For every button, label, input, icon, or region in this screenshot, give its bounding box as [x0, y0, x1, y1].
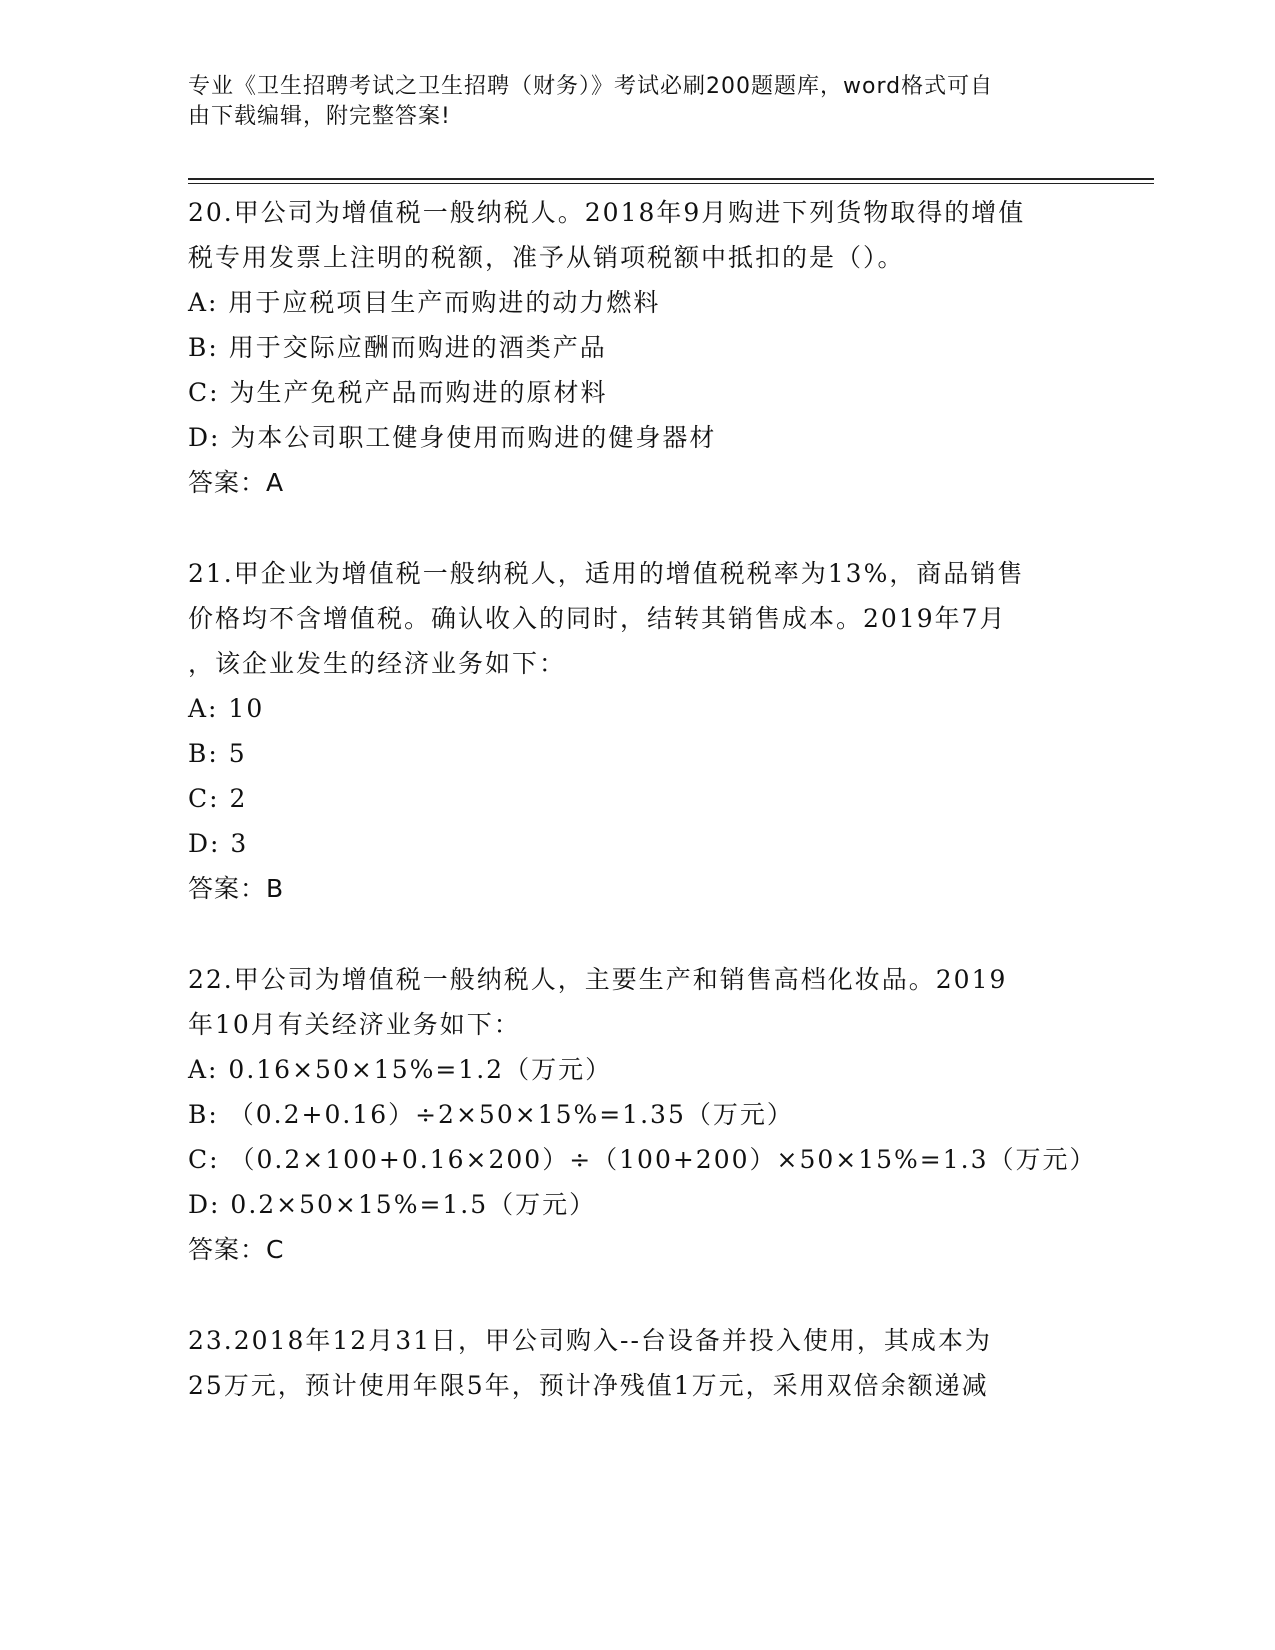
stem-line: 价格均不含增值税。确认收入的同时，结转其销售成本。2019年7月 [188, 604, 1007, 633]
question-stem [188, 957, 1108, 1047]
option-a: A: 用于应税项目生产而购进的动力燃料 [188, 288, 661, 317]
option-b: B: （0.2+0.16）÷2×50×15%=1.35（万元） [188, 1100, 794, 1129]
stem-line: 25万元，预计使用年限5年，预计净残值1万元，采用双倍余额递减 [188, 1371, 989, 1400]
question-stem [188, 551, 1108, 686]
question-stem [188, 190, 1108, 280]
option-b: B: 用于交际应酬而购进的酒类产品 [188, 333, 607, 362]
stem-line: 税专用发票上注明的税额，准予从销项税额中抵扣的是（）。 [188, 243, 905, 272]
stem-line: 年10月有关经济业务如下： [188, 1010, 521, 1039]
document-header [188, 72, 1068, 132]
question-20 [188, 190, 1108, 505]
option-c: C: 2 [188, 784, 248, 813]
answer-line: 答案：C [188, 1235, 285, 1264]
question-21 [188, 551, 1108, 911]
option-a: A: 10 [188, 694, 265, 723]
question-23 [188, 1318, 1108, 1408]
stem-line: ，该企业发生的经济业务如下： [188, 649, 567, 678]
option-c: C: 为生产免税产品而购进的原材料 [188, 378, 608, 407]
question-stem [188, 1318, 1108, 1408]
answer-line: 答案：B [188, 874, 285, 903]
header-rule-thin [188, 183, 1154, 184]
option-d: D: 为本公司职工健身使用而购进的健身器材 [188, 423, 717, 452]
stem-line: 22.甲公司为增值税一般纳税人，主要生产和销售高档化妆品。2019 [188, 965, 1008, 994]
option-a: A: 0.16×50×15%=1.2（万元） [188, 1055, 613, 1084]
question-list [188, 190, 1108, 1454]
stem-line: 20.甲公司为增值税一般纳税人。2018年9月购进下列货物取得的增值 [188, 198, 1026, 227]
stem-line: 23.2018年12月31日，甲公司购入--台设备并投入使用，其成本为 [188, 1326, 992, 1355]
question-22 [188, 957, 1108, 1272]
option-b: B: 5 [188, 739, 247, 768]
stem-line: 21.甲企业为增值税一般纳税人，适用的增值税税率为13%，商品销售 [188, 559, 1025, 588]
answer-line: 答案：A [188, 468, 285, 497]
header-rule-thick [188, 178, 1154, 180]
header-line-1: 专业《卫生招聘考试之卫生招聘（财务）》考试必刷200题题库，word格式可自 [188, 74, 994, 99]
option-d: D: 0.2×50×15%=1.5（万元） [188, 1190, 597, 1219]
header-line-2: 由下载编辑，附完整答案! [188, 104, 451, 129]
option-c: C: （0.2×100+0.16×200）÷（100+200）×50×15%=1.3（万元） [188, 1145, 1097, 1174]
option-d: D: 3 [188, 829, 249, 858]
